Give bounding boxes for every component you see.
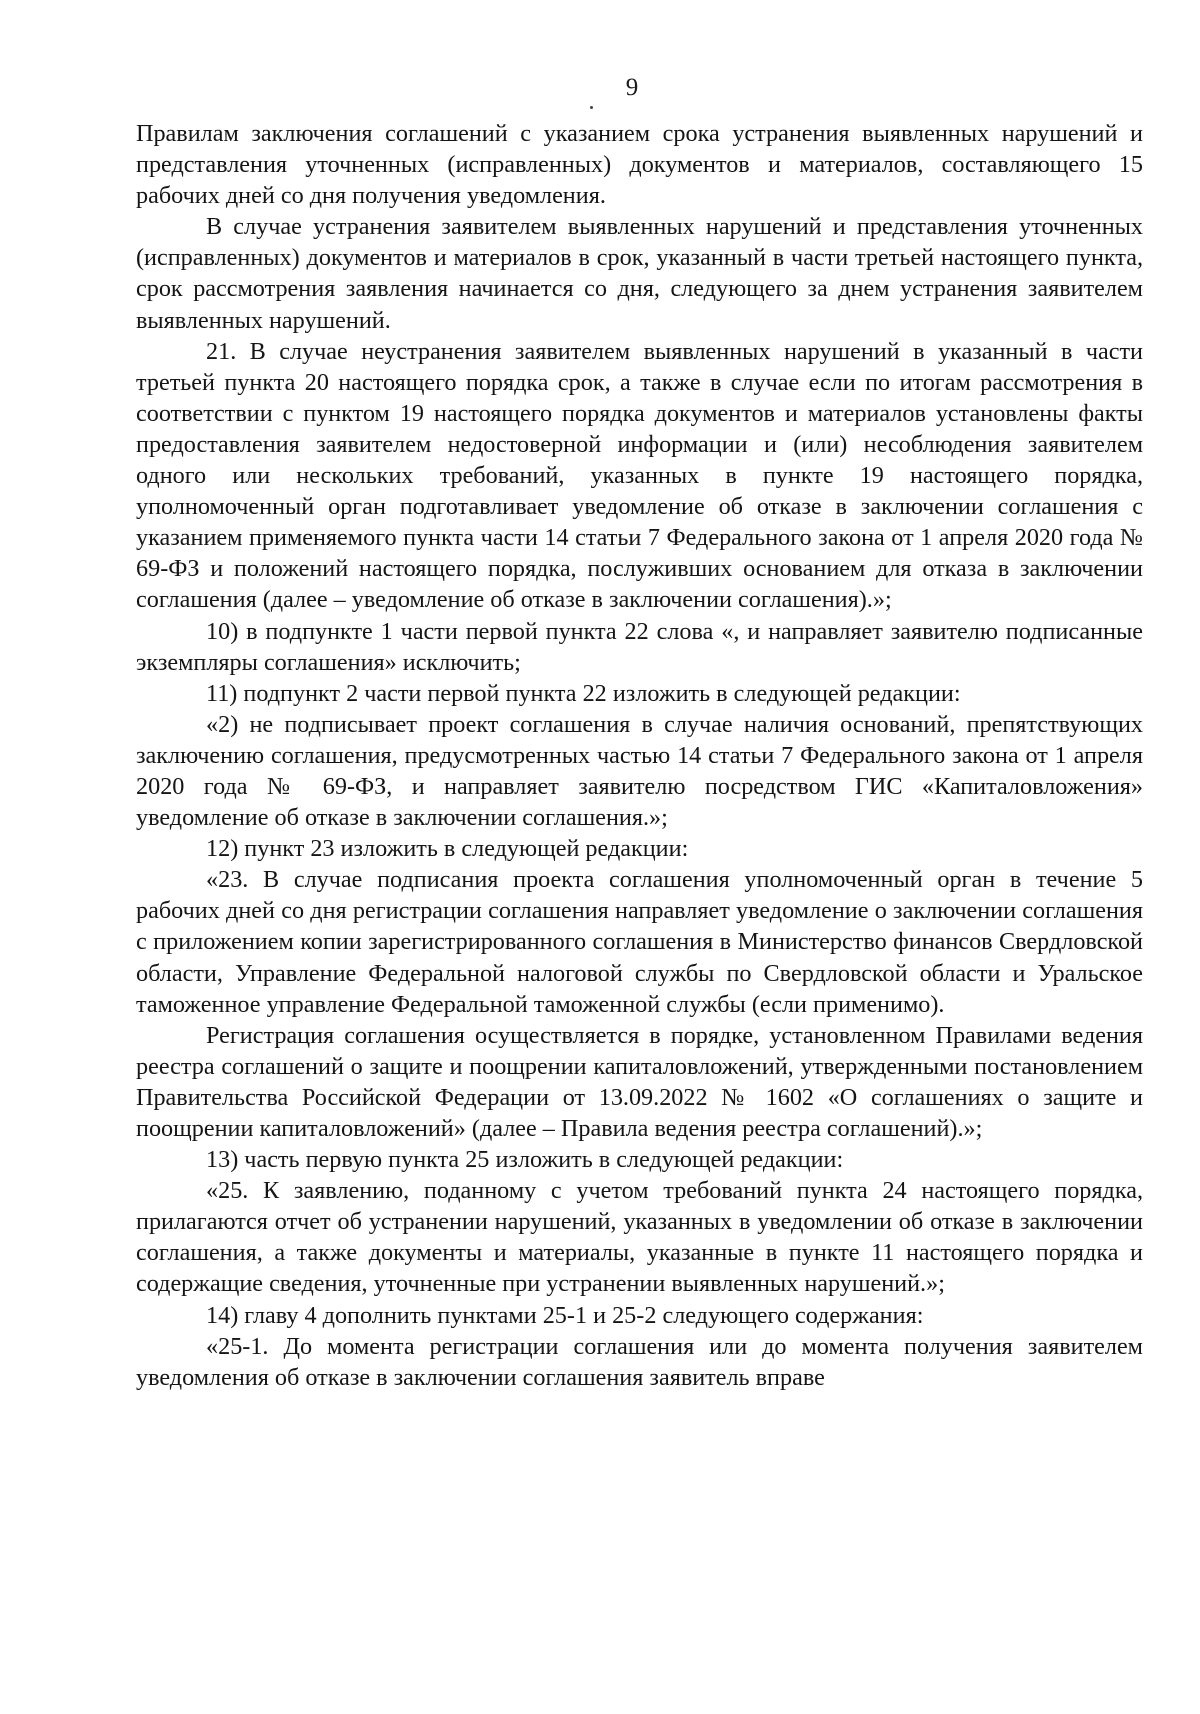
- paragraph-subitem-2: «2) не подписывает проект соглашения в случае наличия оснований, препятствующих заключению соглашения, предусмотренных частью 14 статьи 7 Федерального закона от 1 апреля 2020 года № 69-ФЗ, и направляет заявителю посредством ГИС «Капиталовложения» уведомление об отказе в заключении соглашения.»;: [136, 710, 1143, 832]
- paragraph-continuation: Правилам заключения соглашений с указанием срока устранения выявленных нарушений и представления уточненных (исправленных) документов и материалов, составляющего 15 рабочих дней со дня получения уведомления.: [136, 120, 1143, 210]
- paragraph-amendment-11: 11) подпункт 2 части первой пункта 22 изложить в следующей редакции:: [206, 679, 961, 707]
- paragraph-item-25: «25. К заявлению, поданному с учетом требований пункта 24 настоящего порядка, прилагаются отчет об устранении нарушений, указанных в уведомлении об отказе в заключении соглашения, а также документы и материалы, указанные в пункте 11 настоящего порядка и содержащие сведения, уточненные при устранении выявленных нарушений.»;: [136, 1177, 1143, 1298]
- paragraph-registration: Регистрация соглашения осуществляется в порядке, установленном Правилами ведения реестра соглашений о защите и поощрении капиталовложений, утвержденными постановлением Правительства Российской Федерации от 13.09.2022 № 1602 «О соглашениях о защите и поощрении капиталовложений» (далее – Правила ведения реестра соглашений).»;: [136, 1021, 1143, 1142]
- paragraph-correction-deadline: В случае устранения заявителем выявленных нарушений и представления уточненных (исправленных) документов и материалов в срок, указанный в части третьей настоящего пункта, срок рассмотрения заявления начинается со дня, следующего за днем устранения заявителем выявленных нарушений.: [136, 213, 1143, 334]
- paragraph-amendment-10: 10) в подпункте 1 части первой пункта 22 слова «, и направляет заявителю подписанные экземпляры соглашения» исключить;: [136, 617, 1143, 676]
- paragraph-amendment-14: 14) главу 4 дополнить пунктами 25-1 и 25-2 следующего содержания:: [206, 1301, 924, 1329]
- paragraph-amendment-12: 12) пункт 23 изложить в следующей редакции:: [206, 835, 689, 863]
- page-number: 9: [625, 74, 639, 101]
- paragraph-item-21: 21. В случае неустранения заявителем выявленных нарушений в указанный в части третьей пункта 20 настоящего порядка срок, а также в случае если по итогам рассмотрения в соответствии с пунктом 19 настоящего порядка документов и материалов установлены факты предоставления заявителем недостоверной информации и (или) несоблюдения заявителем одного или нескольких требований, указанных в пункте 19 настоящего порядка, уполномоченный орган подготавливает уведомление об отказе в заключении соглашения с указанием применяемого пункта части 14 статьи 7 Федерального закона от 1 апреля 2020 года № 69-ФЗ и положений настоящего порядка, послуживших основанием для отказа в заключении соглашения (далее – уведомление об отказе в заключении соглашения).»;: [136, 337, 1143, 614]
- paragraph-item-25-1: «25-1. До момента регистрации соглашения или до момента получения заявителем уведомления об отказе в заключении соглашения заявитель вправе: [136, 1332, 1143, 1391]
- paragraph-amendment-13: 13) часть первую пункта 25 изложить в следующей редакции:: [206, 1146, 844, 1174]
- paragraph-item-23: «23. В случае подписания проекта соглашения уполномоченный орган в течение 5 рабочих дней со дня регистрации соглашения направляет уведомление о заключении соглашения с приложением копии зарегистрированного соглашения в Министерство финансов Свердловской области, Управление Федеральной налоговой службы по Свердловской области и Уральское таможенное управление Федеральной таможенной службы (если применимо).: [136, 866, 1143, 1018]
- document-body: [136, 118, 1143, 1393]
- scan-speck: [590, 106, 593, 109]
